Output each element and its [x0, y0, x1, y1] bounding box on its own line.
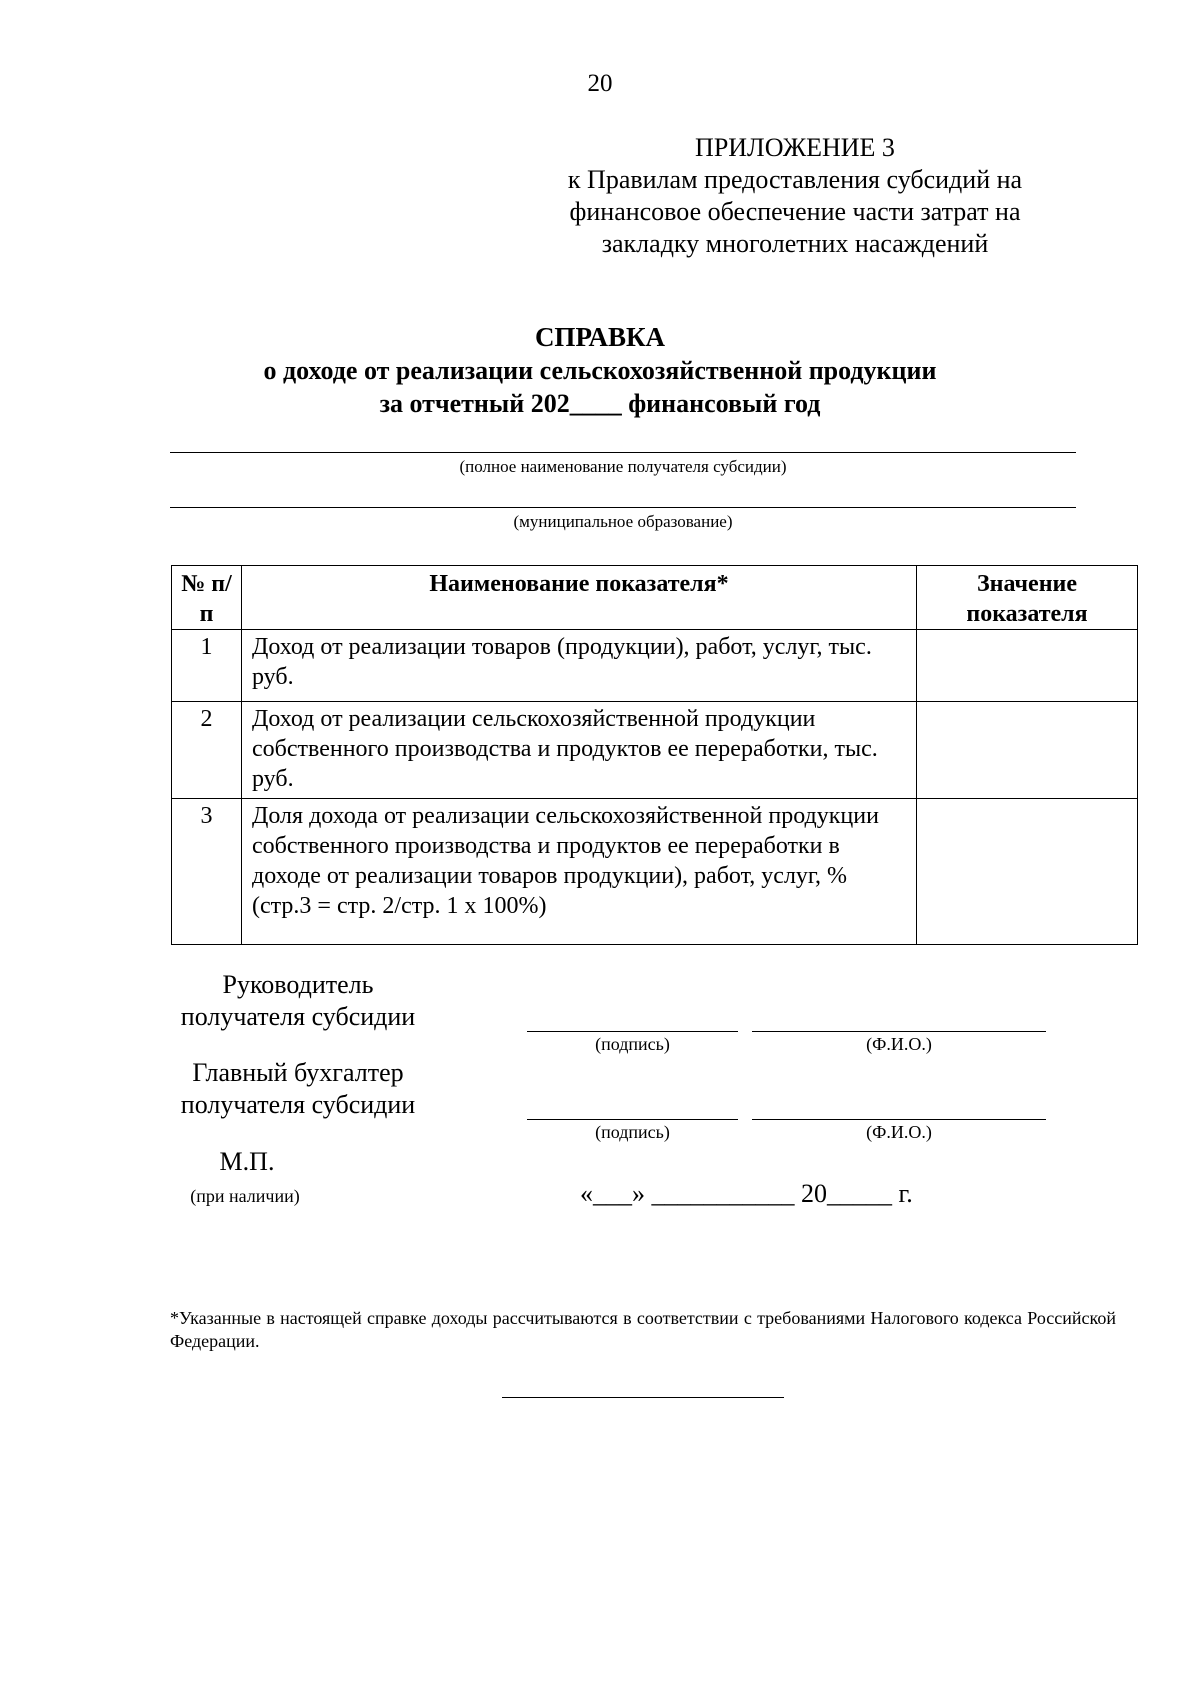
date-field[interactable]: «___» ___________ 20_____ г.: [580, 1179, 913, 1208]
row-value-cell[interactable]: [917, 702, 1138, 799]
header-num: № п/п: [172, 566, 242, 630]
row-value-cell[interactable]: [917, 799, 1138, 945]
head-label-line-2: получателя субсидии: [180, 1002, 416, 1031]
indicators-table: [171, 565, 1138, 945]
stamp-note: (при наличии): [190, 1186, 300, 1206]
table-header-row: [172, 566, 1138, 630]
row-name: Доход от реализации сельскохозяйственной продукции собственного производства и продуктов ее переработки, тыс. руб.: [242, 702, 917, 799]
accountant-signature-caption: (подпись): [595, 1122, 670, 1142]
closing-divider: [502, 1397, 784, 1398]
head-signature-line[interactable]: [527, 1031, 738, 1032]
document-subtitle-line-2: за отчетный 202____ финансовый год: [379, 389, 821, 418]
row-num: 3: [172, 799, 242, 945]
accountant-fio-caption: (Ф.И.О.): [866, 1122, 932, 1142]
appendix-title: ПРИЛОЖЕНИЕ 3: [695, 133, 895, 162]
appendix-line-2: финансовое обеспечение части затрат на: [569, 197, 1021, 226]
document-title-block: [0, 320, 1200, 420]
recipient-name-caption: (полное наименование получателя субсидии): [459, 457, 787, 476]
header-value: Значение показателя: [917, 566, 1138, 630]
stamp-label: М.П.: [219, 1147, 275, 1176]
accountant-label-line-2: получателя субсидии: [180, 1090, 416, 1119]
accountant-label-line-1: Главный бухгалтер: [192, 1058, 404, 1087]
table-row: [172, 630, 1138, 702]
appendix-header: [540, 132, 1050, 260]
document-title: СПРАВКА: [534, 322, 666, 352]
head-fio-caption: (Ф.И.О.): [866, 1034, 932, 1054]
row-name: Доля дохода от реализации сельскохозяйственной продукции собственного производства и продуктов ее переработки в доходе от реализации товаров продукции), работ, услуг, % (стр.3 = стр. 2/стр. 1 х 100%): [242, 799, 917, 945]
page-number: 20: [587, 70, 613, 97]
document-subtitle-line-1: о доходе от реализации сельскохозяйственной продукции: [263, 356, 937, 385]
head-fio-line[interactable]: [752, 1031, 1046, 1032]
appendix-line-3: закладку многолетних насаждений: [601, 229, 989, 258]
municipality-field[interactable]: [170, 507, 1076, 508]
row-value-cell[interactable]: [917, 630, 1138, 702]
recipient-name-field[interactable]: [170, 452, 1076, 453]
row-name: Доход от реализации товаров (продукции), работ, услуг, тыс. руб.: [242, 630, 917, 702]
footnote: *Указанные в настоящей справке доходы рассчитываются в соответствии с требованиями Налогового кодекса Российской Федерации.: [170, 1308, 1116, 1351]
head-label-line-1: Руководитель: [222, 970, 374, 999]
header-name: Наименование показателя*: [242, 566, 917, 630]
head-signature-caption: (подпись): [595, 1034, 670, 1054]
accountant-signature-line[interactable]: [527, 1119, 738, 1120]
table-row: [172, 702, 1138, 799]
table-row: [172, 799, 1138, 945]
appendix-line-1: к Правилам предоставления субсидий на: [567, 165, 1023, 194]
row-num: 1: [172, 630, 242, 702]
accountant-fio-line[interactable]: [752, 1119, 1046, 1120]
municipality-caption: (муниципальное образование): [513, 512, 733, 531]
row-num: 2: [172, 702, 242, 799]
